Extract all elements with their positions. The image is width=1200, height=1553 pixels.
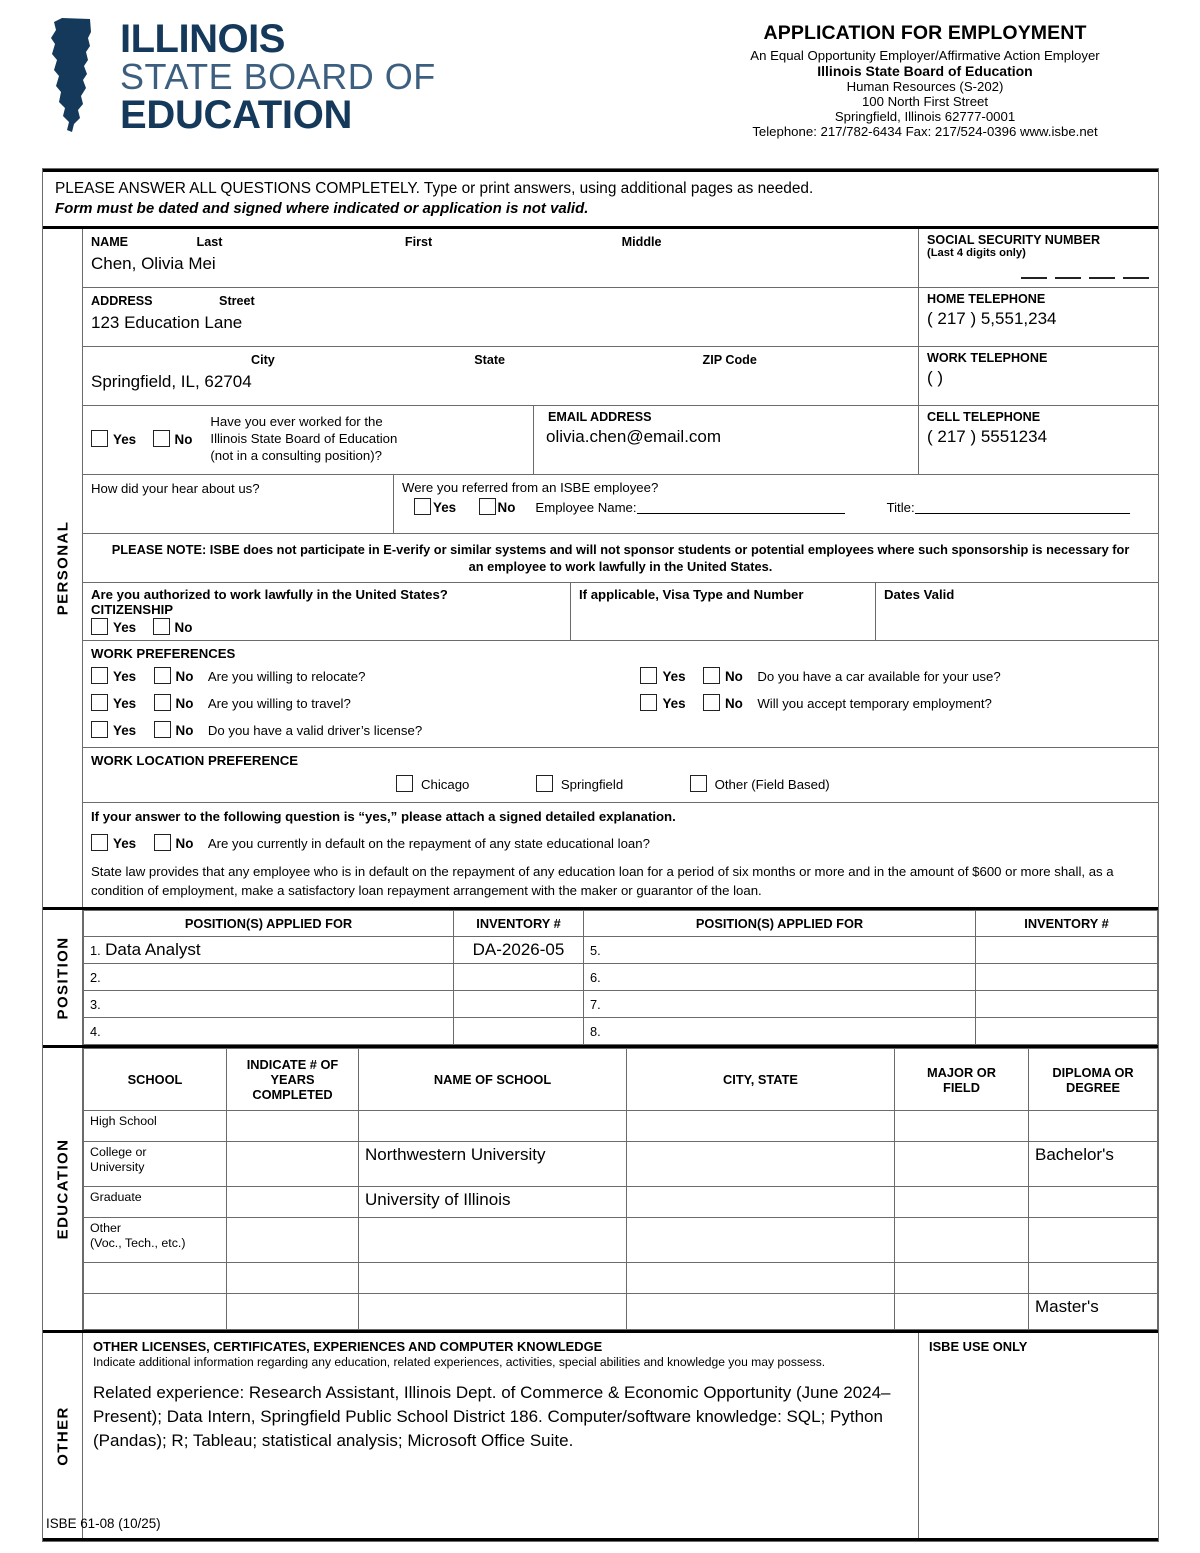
referred-yes-label: Yes: [433, 499, 457, 515]
city-row: [83, 347, 1158, 406]
attach-explanation-note: If your answer to the following question is “yes,” please attach a signed detailed explanation.: [91, 809, 676, 825]
travel-no-label: No: [175, 696, 194, 712]
edu-name-4[interactable]: [359, 1218, 627, 1263]
citizenship-field: [83, 583, 570, 640]
visa-field[interactable]: [570, 583, 875, 640]
edu-name-3[interactable]: University of Illinois: [359, 1187, 627, 1218]
license-yes-checkbox[interactable]: [91, 721, 108, 738]
education-section: [43, 1048, 1158, 1333]
worked-before-field: [83, 406, 533, 474]
loan-no-label: No: [175, 836, 194, 852]
edu-years-6[interactable]: [227, 1294, 359, 1330]
citizenship-yes-checkbox[interactable]: [91, 618, 108, 635]
loan-default-row: [83, 803, 1158, 907]
positions-table: [83, 910, 1158, 1045]
isbe-logo: [50, 16, 436, 138]
loan-default-question: Are you currently in default on the repayment of any state educational loan?: [207, 836, 650, 852]
name-first-label: First: [404, 234, 433, 249]
city-state-zip-value: Springfield, IL, 62704: [91, 371, 252, 391]
position-cell-8[interactable]: [584, 1018, 976, 1045]
citizenship-label: CITIZENSHIP: [91, 602, 174, 618]
referrer-title-input[interactable]: [915, 500, 1130, 514]
street-address-field[interactable]: [83, 288, 918, 346]
edu-degree-1[interactable]: [1029, 1111, 1158, 1142]
relocate-question: Are you willing to relocate?: [207, 669, 366, 685]
name-label: NAME: [91, 234, 129, 249]
edu-degree-4[interactable]: [1029, 1218, 1158, 1263]
citizenship-no-label: No: [174, 620, 193, 636]
personal-section: [43, 229, 1158, 911]
travel-no-checkbox[interactable]: [154, 694, 171, 711]
edu-school-label-5: [84, 1263, 227, 1294]
position-cell-7[interactable]: [584, 991, 976, 1018]
street-address-value: 123 Education Lane: [91, 312, 243, 332]
employee-name-input[interactable]: [637, 500, 845, 514]
major-header-line1: MAJOR OR: [927, 1064, 996, 1080]
worked-before-q-line2: Illinois State Board of Education: [210, 431, 398, 447]
name-value: Chen, Olivia Mei: [91, 253, 216, 273]
work-pref-item: [91, 667, 636, 686]
inventory-cell-8[interactable]: [976, 1018, 1158, 1045]
table-row[interactable]: [84, 1294, 1158, 1330]
edu-degree-5[interactable]: [1029, 1263, 1158, 1294]
email-field[interactable]: [533, 406, 918, 474]
worked-before-yes-checkbox[interactable]: [91, 430, 108, 447]
edu-years-3[interactable]: [227, 1187, 359, 1218]
car-no-label: No: [725, 669, 743, 685]
degree-header-line2: DEGREE: [1065, 1079, 1121, 1095]
address-label: ADDRESS: [91, 293, 153, 308]
address-row: [83, 288, 1158, 347]
temporary-question: Will you accept temporary employment?: [757, 696, 992, 712]
education-header-years: [227, 1049, 359, 1111]
loan-yes-checkbox[interactable]: [91, 834, 108, 851]
other-section: [43, 1333, 1158, 1541]
other-knowledge-field[interactable]: [83, 1333, 918, 1538]
ssn-blanks: [1013, 266, 1149, 284]
position-cell-1[interactable]: [84, 937, 454, 964]
instructions-line-1: PLEASE ANSWER ALL QUESTIONS COMPLETELY. Type or print answers, using additional pages as needed.: [55, 180, 814, 197]
position-section-label: [43, 910, 83, 1045]
illinois-map-icon: [50, 16, 112, 138]
education-section-label: [43, 1048, 83, 1330]
edu-school-text-1: High School: [90, 1114, 157, 1129]
degree-header-line1: DIPLOMA OR: [1052, 1064, 1134, 1080]
edu-name-6[interactable]: [359, 1294, 627, 1330]
temporary-yes-checkbox[interactable]: [640, 694, 657, 711]
edu-city-5[interactable]: [627, 1263, 895, 1294]
edu-city-4[interactable]: [627, 1218, 895, 1263]
major-header-line2: FIELD: [943, 1079, 980, 1095]
work-telephone-label: WORK TELEPHONE: [927, 350, 1048, 365]
position-num-2: 2.: [90, 970, 101, 986]
relocate-no-label: No: [175, 669, 194, 685]
table-row[interactable]: [84, 1187, 1158, 1218]
inventory-cell-7[interactable]: [976, 991, 1158, 1018]
isbe-use-only-label: ISBE USE ONLY: [929, 1339, 1028, 1355]
home-telephone-label: HOME TELEPHONE: [927, 291, 1046, 306]
edu-name-1[interactable]: [359, 1111, 627, 1142]
education-header-row: [84, 1049, 1158, 1111]
temporary-no-checkbox[interactable]: [703, 694, 720, 711]
travel-yes-checkbox[interactable]: [91, 694, 108, 711]
loan-yes-label: Yes: [113, 836, 137, 852]
table-row[interactable]: [84, 991, 1158, 1018]
location-springfield-label: Springfield: [560, 777, 624, 793]
position-num-6: 6.: [590, 970, 601, 986]
page-title: APPLICATION FOR EMPLOYMENT: [763, 22, 1087, 44]
name-middle-label: Middle: [621, 234, 662, 249]
referred-field: [393, 475, 1158, 533]
edu-city-3[interactable]: [627, 1187, 895, 1218]
education-header-degree: [1029, 1049, 1158, 1111]
travel-question: Are you willing to travel?: [207, 696, 351, 712]
eeo-statement: An Equal Opportunity Employer/Affirmative Action Employer: [750, 48, 1100, 63]
authorized-question: Are you authorized to work lawfully in the United States?: [91, 587, 448, 603]
street-address: 100 North First Street: [861, 94, 989, 109]
inventory-cell-5[interactable]: [976, 937, 1158, 964]
citizenship-no-checkbox[interactable]: [153, 618, 170, 635]
dates-valid-field[interactable]: [875, 583, 1158, 640]
work-pref-item: [640, 694, 1000, 713]
edu-years-4[interactable]: [227, 1218, 359, 1263]
edu-city-2[interactable]: [627, 1142, 895, 1187]
work-location-block: [83, 748, 1158, 802]
position-num-7: 7.: [590, 997, 601, 1013]
edu-school-label-1: [84, 1111, 227, 1142]
edu-name-2[interactable]: Northwestern University: [359, 1142, 627, 1187]
edu-school-label-2: [84, 1142, 227, 1187]
dates-valid-label: Dates Valid: [884, 587, 955, 603]
everify-note: PLEASE NOTE: ISBE does not participate in E-verify or similar systems and will not sponsor students or potential employees where such sponsorship is necessary for an employee to work lawfully in the United States.: [111, 541, 1130, 575]
work-pref-item: [91, 694, 636, 713]
worked-before-no-label: No: [174, 432, 193, 448]
edu-major-2[interactable]: [895, 1142, 1029, 1187]
location-springfield-checkbox[interactable]: [536, 775, 553, 792]
edu-degree-6[interactable]: Master's: [1029, 1294, 1158, 1330]
edu-school-label-3: [84, 1187, 227, 1218]
referred-no-checkbox[interactable]: [479, 498, 496, 515]
location-chicago-checkbox[interactable]: [396, 775, 413, 792]
work-location-row: [83, 748, 1158, 803]
edu-school-text-2b: University: [90, 1159, 145, 1174]
city-state-zip: Springfield, Illinois 62777-0001: [834, 109, 1016, 124]
position-cell-3[interactable]: [84, 991, 454, 1018]
inventory-cell-1[interactable]: DA-2026-05: [454, 937, 584, 964]
edu-years-2[interactable]: [227, 1142, 359, 1187]
referred-question: Were you referred from an ISBE employee?: [402, 479, 659, 495]
personal-label-text: PERSONAL: [54, 520, 71, 616]
table-row[interactable]: [84, 964, 1158, 991]
city-state-zip-field[interactable]: [83, 347, 918, 405]
inventory-cell-6[interactable]: [976, 964, 1158, 991]
positions-header-left: POSITION(S) APPLIED FOR: [84, 911, 454, 937]
other-heading: OTHER LICENSES, CERTIFICATES, EXPERIENCES AND COMPUTER KNOWLEDGE: [93, 1339, 603, 1355]
position-num-8: 8.: [590, 1024, 601, 1040]
positions-header-row: [84, 911, 1158, 937]
edu-major-3[interactable]: [895, 1187, 1029, 1218]
state-label: State: [474, 352, 506, 367]
citizenship-yes-label: Yes: [113, 620, 137, 636]
temporary-yes-label: Yes: [662, 696, 686, 712]
referrer-title-label: Title:: [886, 499, 915, 515]
position-label-text: POSITION: [54, 936, 71, 1020]
page-header: [0, 0, 1200, 160]
edu-degree-2[interactable]: Bachelor's: [1029, 1142, 1158, 1187]
worked-before-no-checkbox[interactable]: [153, 430, 170, 447]
position-cell-4[interactable]: [84, 1018, 454, 1045]
relocate-yes-label: Yes: [113, 669, 137, 685]
position-num-3: 3.: [90, 997, 101, 1013]
license-question: Do you have a valid driver’s license?: [207, 723, 423, 739]
work-location-heading: WORK LOCATION PREFERENCE: [91, 753, 299, 769]
email-value: olivia.chen@email.com: [546, 426, 722, 446]
temporary-no-label: No: [725, 696, 743, 712]
logo-line-education: EDUCATION: [120, 92, 353, 137]
education-header-name: NAME OF SCHOOL: [359, 1049, 627, 1111]
personal-section-label: [43, 229, 83, 908]
work-telephone-field[interactable]: [918, 347, 1158, 405]
ssn-label: SOCIAL SECURITY NUMBER: [927, 232, 1101, 247]
table-row[interactable]: [84, 1018, 1158, 1045]
location-other-checkbox[interactable]: [690, 775, 707, 792]
worked-before-q-line1: Have you ever worked for the: [210, 414, 383, 430]
agency-name: Illinois State Board of Education: [817, 63, 1033, 79]
work-preferences-block: [83, 641, 1158, 747]
edu-school-label-4: [84, 1218, 227, 1263]
instructions-banner: [43, 169, 1158, 229]
car-yes-label: Yes: [662, 669, 686, 685]
form-id: ISBE 61-08 (10/25): [46, 1516, 161, 1531]
years-header-line3: COMPLETED: [252, 1087, 333, 1103]
education-table: [83, 1048, 1158, 1330]
worked-before-yes-label: Yes: [113, 432, 137, 448]
work-pref-item: [640, 667, 1000, 686]
name-row: [83, 229, 1158, 288]
name-field[interactable]: [83, 229, 918, 287]
worked-before-q-line3: (not in a consulting position)?: [210, 448, 382, 464]
hear-about-label: How did your hear about us?: [91, 480, 260, 496]
positions-header-right: POSITION(S) APPLIED FOR: [584, 911, 976, 937]
instructions-line-2: Form must be dated and signed where indicated or application is not valid.: [55, 200, 589, 218]
edu-city-1[interactable]: [627, 1111, 895, 1142]
ssn-sublabel: (Last 4 digits only): [927, 246, 1026, 259]
edu-school-label-6: [84, 1294, 227, 1330]
employee-name-label: Employee Name:: [535, 499, 637, 515]
work-preferences-heading: WORK PREFERENCES: [91, 646, 236, 662]
inventory-header-left: INVENTORY #: [454, 911, 584, 937]
location-other-label: Other (Field Based): [714, 777, 830, 793]
education-header-school: SCHOOL: [84, 1049, 227, 1111]
referred-no-label: No: [497, 499, 516, 515]
education-header-city: CITY, STATE: [627, 1049, 895, 1111]
edu-school-text-4b: (Voc., Tech., etc.): [90, 1235, 186, 1250]
position-value-1: Data Analyst: [105, 940, 201, 960]
location-chicago-label: Chicago: [421, 777, 470, 793]
form-footer: [46, 1516, 161, 1531]
car-question: Do you have a car available for your use?: [757, 669, 1001, 685]
position-num-4: 4.: [90, 1024, 101, 1040]
zip-label: ZIP Code: [702, 352, 757, 367]
relocate-no-checkbox[interactable]: [154, 667, 171, 684]
edu-school-text-4a: Other: [90, 1221, 121, 1236]
worked-before-row: [83, 406, 1158, 475]
car-no-checkbox[interactable]: [703, 667, 720, 684]
inventory-cell-4[interactable]: [454, 1018, 584, 1045]
car-yes-checkbox[interactable]: [640, 667, 657, 684]
edu-major-1[interactable]: [895, 1111, 1029, 1142]
referral-row: [83, 475, 1158, 534]
other-sub-instruction: Indicate additional information regarding any education, related experiences, activities, special abilities and knowledge you may possess.: [93, 1355, 826, 1370]
position-section: [43, 910, 1158, 1048]
edu-school-text-2a: College or: [90, 1145, 147, 1160]
home-telephone-value: ( 217 ) 5,551,234: [927, 308, 1057, 328]
contact-info: Telephone: 217/782-6434 Fax: 217/524-0396 www.isbe.net: [752, 124, 1098, 139]
edu-major-5[interactable]: [895, 1263, 1029, 1294]
referred-yes-checkbox[interactable]: [414, 498, 431, 515]
other-body-value: Related experience: Research Assistant, Illinois Dept. of Commerce & Economic Opportunity (June 2024–Present); Data Intern, Springfield Public School District 186. Computer/software knowledge: SQL; Python (Pandas); R; Tableau; statistical analysis; Microsoft Office Suite.: [93, 1382, 891, 1451]
edu-years-1[interactable]: [227, 1111, 359, 1142]
isbe-use-only-field: [918, 1333, 1158, 1538]
work-pref-item: [91, 721, 636, 740]
license-no-checkbox[interactable]: [154, 721, 171, 738]
city-label: City: [251, 352, 275, 367]
edu-degree-3[interactable]: [1029, 1187, 1158, 1218]
other-label-text: OTHER: [54, 1406, 71, 1466]
edu-school-text-3: Graduate: [90, 1190, 142, 1205]
loan-no-checkbox[interactable]: [154, 834, 171, 851]
application-form: [42, 168, 1159, 1542]
position-cell-2[interactable]: [84, 964, 454, 991]
name-last-label: Last: [196, 234, 223, 249]
table-row[interactable]: [84, 1218, 1158, 1263]
edu-major-4[interactable]: [895, 1218, 1029, 1263]
license-no-label: No: [175, 723, 194, 739]
edu-city-6[interactable]: [627, 1294, 895, 1330]
years-header-line2: YEARS: [270, 1072, 315, 1088]
cell-telephone-value: ( 217 ) 5551234: [927, 426, 1048, 446]
edu-years-5[interactable]: [227, 1263, 359, 1294]
position-num-1: 1.: [90, 943, 101, 959]
state-law-text: State law provides that any employee who is in default on the repayment of any education loan for a period of six months or more and in the amount of $600 or more shall, as a condition of employment, make a satisfactory loan repayment arrangement with the maker or guarantor of the loan.: [91, 864, 1114, 898]
cell-telephone-field[interactable]: [918, 406, 1158, 474]
home-telephone-field[interactable]: [918, 288, 1158, 346]
position-num-5: 5.: [590, 943, 601, 959]
inventory-cell-2[interactable]: [454, 964, 584, 991]
education-header-major: [895, 1049, 1029, 1111]
education-label-text: EDUCATION: [54, 1139, 71, 1240]
table-row[interactable]: [84, 1142, 1158, 1187]
edu-name-5[interactable]: [359, 1263, 627, 1294]
work-telephone-value: ( ): [927, 367, 944, 387]
loan-default-block: [83, 803, 1158, 907]
header-agency-block: [690, 22, 1160, 139]
work-preferences-row: [83, 641, 1158, 748]
table-row[interactable]: [84, 937, 1158, 964]
edu-major-6[interactable]: [895, 1294, 1029, 1330]
hear-about-field[interactable]: [83, 475, 393, 533]
inventory-header-right: INVENTORY #: [976, 911, 1158, 937]
email-label: EMAIL ADDRESS: [548, 409, 652, 424]
relocate-yes-checkbox[interactable]: [91, 667, 108, 684]
street-label: Street: [219, 293, 255, 308]
inventory-cell-3[interactable]: [454, 991, 584, 1018]
cell-telephone-label: CELL TELEPHONE: [927, 409, 1041, 424]
citizenship-row: [83, 583, 1158, 641]
position-cell-5[interactable]: [584, 937, 976, 964]
logo-line-illinois: ILLINOIS: [120, 17, 285, 61]
position-cell-6[interactable]: [584, 964, 976, 991]
division-name: Human Resources (S-202): [846, 79, 1004, 94]
visa-label: If applicable, Visa Type and Number: [579, 587, 804, 603]
years-header-line1: INDICATE # OF: [246, 1057, 339, 1073]
license-yes-label: Yes: [113, 723, 137, 739]
other-section-label: [43, 1333, 83, 1538]
table-row[interactable]: [84, 1263, 1158, 1294]
everify-note-row: [83, 534, 1158, 584]
logo-line-state-board-of: STATE BOARD OF: [120, 56, 436, 98]
ssn-field[interactable]: [918, 229, 1158, 287]
table-row[interactable]: [84, 1111, 1158, 1142]
travel-yes-label: Yes: [113, 696, 137, 712]
